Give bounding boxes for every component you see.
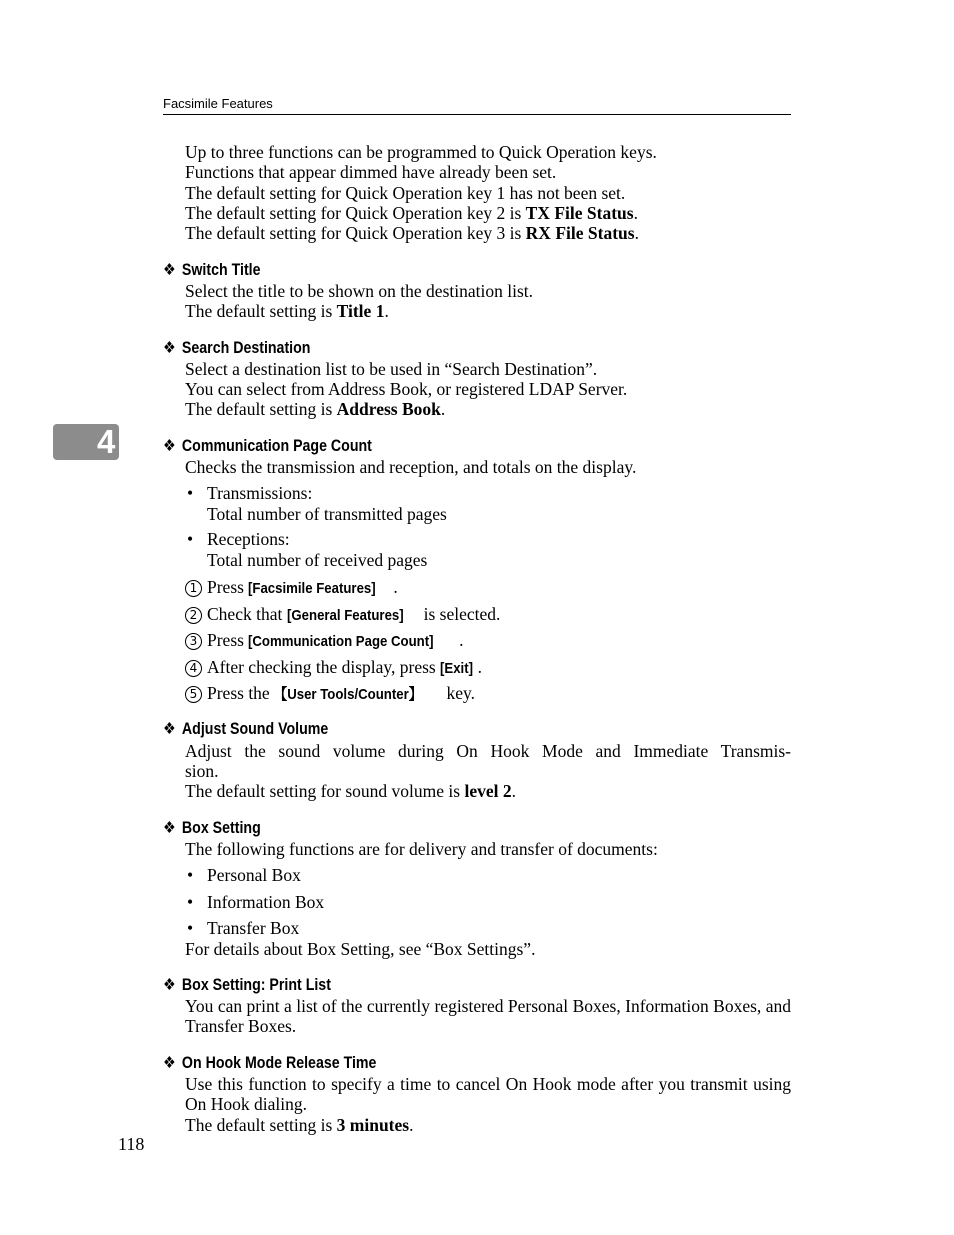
switch-title-default-value: Title 1 [336,301,385,321]
diamond-bullet-icon: ❖ [163,1054,176,1072]
box-setting-footer: For details about Box Setting, see “Box Settings”. [185,939,536,959]
chapter-tab [53,424,119,460]
step-text: Check that [207,604,287,624]
heading-text: Search Destination [181,339,311,357]
intro-line-4 [185,203,638,223]
heading-text: Box Setting [181,819,261,837]
heading-on-hook-release-time [163,1053,376,1073]
heading-text: Communication Page Count [181,437,372,455]
intro-line-4-period: . [633,203,638,223]
switch-title-line-2 [185,301,389,321]
heading-text: Adjust Sound Volume [181,720,329,738]
search-destination-default-value: Address Book [336,399,441,419]
search-destination-line-3 [185,399,445,419]
key-label: 【User Tools/Counter】 [274,686,422,703]
step-text-end: . [393,577,398,597]
running-header: Facsimile Features [163,96,273,111]
page-number: 118 [118,1134,145,1154]
on-hook-release-default [185,1115,413,1135]
list-item: Information Box [207,892,325,912]
intro-line-5-value: RX File Status [525,223,635,243]
key-label: [Communication Page Count] [248,633,434,650]
adjust-sound-paragraph [185,741,791,781]
period: . [384,301,389,321]
diamond-bullet-icon: ❖ [163,720,176,738]
bullet-icon: • [187,918,194,938]
heading-text: Switch Title [181,261,261,279]
switch-title-default-text: The default setting is [185,301,337,321]
intro-line-5-text: The default setting for Quick Operation key 3 is [185,223,526,243]
heading-text: On Hook Mode Release Time [181,1054,377,1072]
intro-line-3: The default setting for Quick Operation key 1 has not been set. [185,183,626,203]
list-item: Transfer Box [207,918,300,938]
period: . [511,781,516,801]
step-item [207,604,500,626]
heading-adjust-sound-volume [163,719,328,739]
step-number-icon: 5 [185,686,202,703]
adjust-sound-default-value: level 2 [464,781,512,801]
step-number-icon: 2 [185,607,202,624]
adjust-sound-default-text: The default setting for sound volume is [185,781,465,801]
intro-line-5-period: . [634,223,639,243]
header-rule [163,114,791,115]
step-text: Press [207,630,249,650]
switch-title-line-1: Select the title to be shown on the destination list. [185,281,534,301]
intro-line-1: Up to three functions can be programmed to Quick Operation keys. [185,142,657,162]
diamond-bullet-icon: ❖ [163,819,176,837]
step-text: Press the [207,683,275,703]
chapter-number: 4 [97,423,116,460]
period: . [409,1115,414,1135]
step-number-icon: 3 [185,633,202,650]
list-item [207,529,427,571]
step-item [207,577,398,599]
list-item-title: Transmissions: [207,483,313,503]
heading-box-setting [163,818,261,838]
on-hook-default-value: 3 minutes [336,1115,410,1135]
heading-communication-page-count [163,436,372,456]
intro-line-2: Functions that appear dimmed have already been set. [185,162,557,182]
bullet-icon: • [187,892,194,912]
heading-switch-title [163,260,261,280]
intro-line-4-text: The default setting for Quick Operation key 2 is [185,203,526,223]
step-text-end: . [459,630,464,650]
diamond-bullet-icon: ❖ [163,261,176,279]
diamond-bullet-icon: ❖ [163,976,176,994]
adjust-sound-default [185,781,516,801]
bullet-icon: • [187,865,194,885]
period: . [440,399,446,419]
comm-page-count-line-1: Checks the transmission and reception, and totals on the display. [185,457,637,477]
on-hook-default-text: The default setting is [185,1115,337,1135]
list-item: Personal Box [207,865,301,885]
key-label: [Facsimile Features] [248,580,376,597]
heading-text: Box Setting: Print List [181,976,331,994]
list-item-title: Receptions: [207,529,290,549]
bullet-icon: • [187,529,194,549]
step-text-end: key. [442,683,476,703]
step-number-icon: 1 [185,580,202,597]
list-item-detail: Total number of transmitted pages [207,504,447,524]
adjust-sound-line-1: Adjust the sound volume during On Hook Mode and Immediate Transmis- [185,741,791,761]
heading-box-setting-print-list [163,975,331,995]
search-destination-line-2: You can select from Address Book, or registered LDAP Server. [185,379,628,399]
intro-line-4-value: TX File Status [525,203,634,223]
step-text-end: . [477,657,482,677]
search-destination-line-1: Select a destination list to be used in “Search Destination”. [185,359,598,379]
search-destination-default-text: The default setting is [185,399,337,419]
step-text: After checking the display, press [207,657,441,677]
bullet-icon: • [187,483,194,503]
heading-search-destination [163,338,310,358]
box-print-list-paragraph: You can print a list of the currently registered Personal Boxes, Information Boxes, and Transfer Boxes. [185,996,791,1036]
step-text: Press [207,577,249,597]
key-label: [Exit] [440,660,474,677]
key-label: [General Features] [286,607,404,624]
step-number-icon: 4 [185,660,202,677]
step-item [207,683,475,705]
diamond-bullet-icon: ❖ [163,339,176,357]
step-item [207,657,482,679]
list-item [207,483,447,525]
step-text-end: is selected. [419,604,501,624]
intro-line-5 [185,223,639,243]
step-item [207,630,464,652]
on-hook-release-paragraph: Use this function to specify a time to cancel On Hook mode after you transmit using On Hook dialing. [185,1074,791,1114]
list-item-detail: Total number of received pages [207,550,428,570]
diamond-bullet-icon: ❖ [163,437,176,455]
box-setting-line-1: The following functions are for delivery and transfer of documents: [185,839,658,859]
adjust-sound-line-2: sion. [185,761,219,781]
